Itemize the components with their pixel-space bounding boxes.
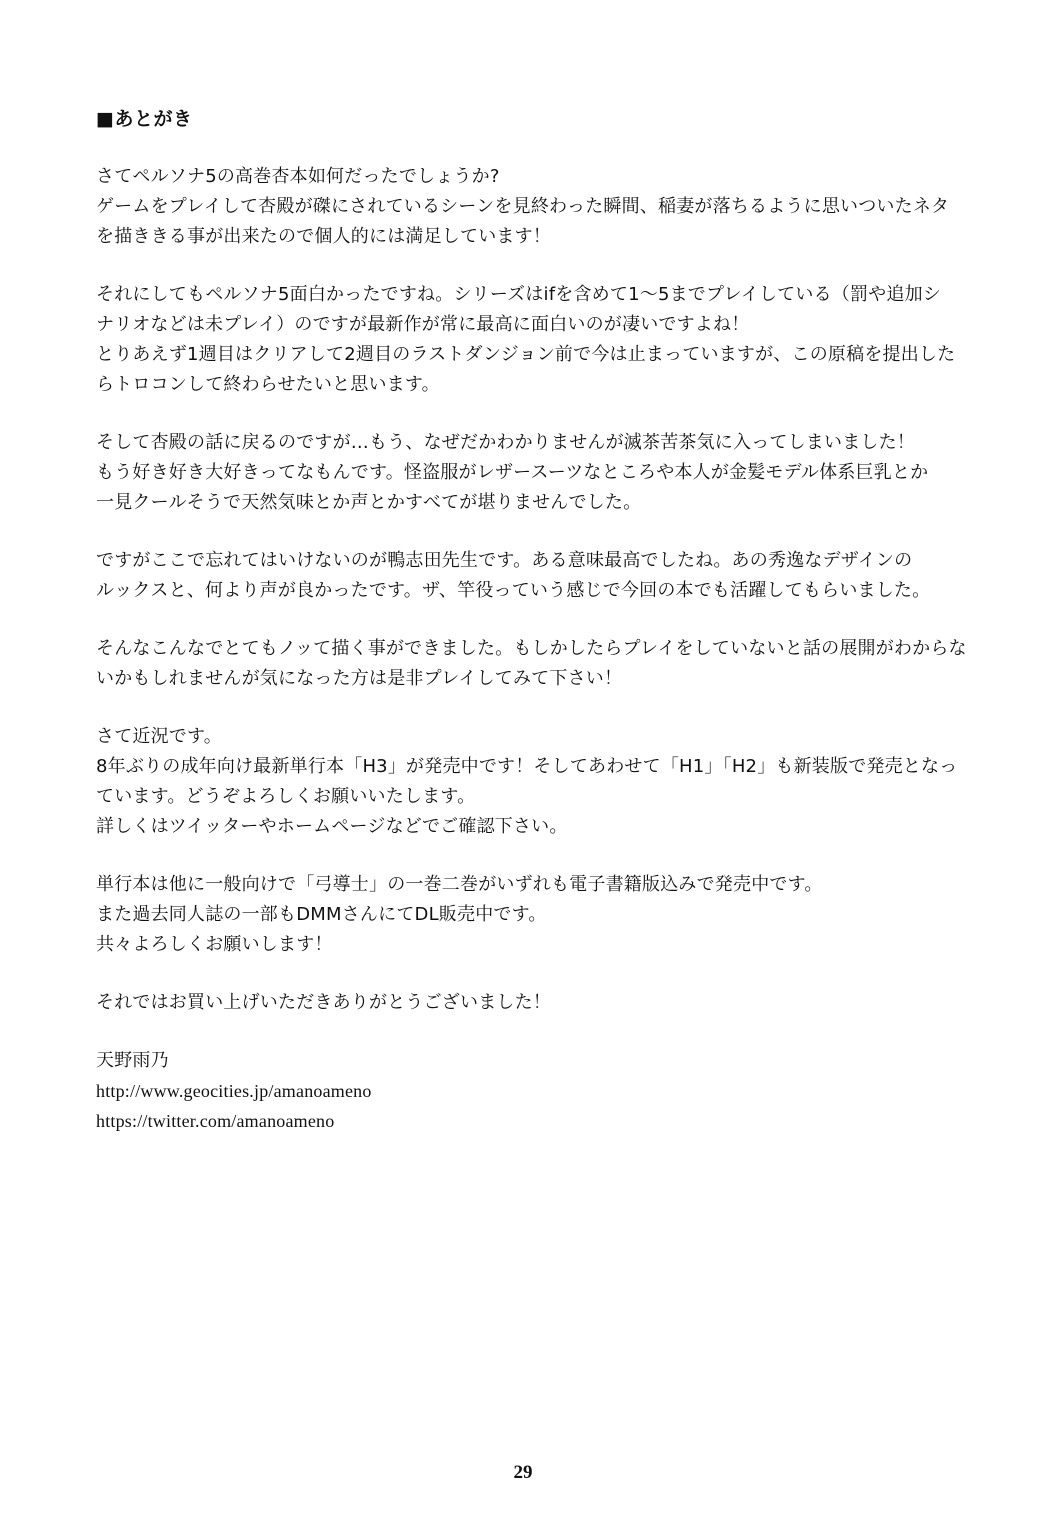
- text-line: 共々よろしくお願いします！: [96, 934, 333, 955]
- paragraph-intro: [96, 162, 996, 252]
- text-line: ゲームをプレイして杏殿が磔にされているシーンを見終わった瞬間、稲妻が落ちるように思いついたネタ: [96, 196, 950, 217]
- text-line: 一見クールそうで天然気味とか声とかすべてが堪りませんでした。: [96, 492, 642, 513]
- paragraph-teacher: [96, 546, 996, 606]
- text-line: もう好き好き大好きってなもんです。怪盗服がレザースーツなところや本人が金髪モデル体系巨乳とか: [96, 462, 929, 483]
- paragraph-news: [96, 722, 996, 842]
- text-line: 8年ぶりの成年向け最新単行本「H3」が発売中です！そしてあわせて「H1」「H2」も新装版で発売となっ: [96, 756, 958, 777]
- text-line: そんなこんなでとてもノッて描く事ができました。もしかしたらプレイをしていないと話の展開がわからな: [96, 638, 967, 659]
- text-line: ナリオなどは未プレイ）のですが最新作が常に最高に面白いのが凄いですよね！: [96, 314, 750, 335]
- text-line: とりあえず1週目はクリアして2週目のラストダンジョン前で今は止まっていますが、この原稿を提出した: [96, 344, 956, 365]
- afterword-heading: ■あとがき: [96, 108, 193, 130]
- twitter-link[interactable]: https://twitter.com/amanoameno: [96, 1111, 335, 1131]
- text-line: それではお買い上げいただきありがとうございました！: [96, 992, 551, 1013]
- text-line: 単行本は他に一般向けで「弓導士」の一巻二巻がいずれも電子書籍版込みで発売中です。: [96, 874, 823, 895]
- paragraph-thanks: [96, 988, 996, 1018]
- text-line: それにしてもペルソナ5面白かったですね。シリーズはifを含めて1〜5までプレイしている（罰や追加シ: [96, 284, 941, 305]
- signature-block: [96, 1046, 996, 1136]
- text-line: ています。どうぞよろしくお願いいたします。: [96, 786, 476, 807]
- text-line: そして杏殿の話に戻るのですが…もう、なぜだかわかりませんが滅茶苦茶気に入ってしまいました！: [96, 432, 915, 453]
- paragraph-series: [96, 280, 996, 400]
- text-line: ですがここで忘れてはいけないのが鴨志田先生です。ある意味最高でしたね。あの秀逸なデザインの: [96, 550, 913, 571]
- text-line: さて近況です。: [96, 726, 222, 747]
- text-line: を描ききる事が出来たので個人的には満足しています！: [96, 226, 551, 247]
- text-line: ルックスと、何より声が良かったです。ザ、竿役っていう感じで今回の本でも活躍してもらいました。: [96, 580, 931, 601]
- page-number: 29: [513, 1462, 533, 1483]
- text-line: さてペルソナ5の高巻杏本如何だったでしょうか?: [96, 166, 500, 187]
- homepage-link[interactable]: http://www.geocities.jp/amanoameno: [96, 1081, 372, 1101]
- paragraph-closing-thoughts: [96, 634, 996, 694]
- paragraph-other-books: [96, 870, 996, 960]
- text-line: また過去同人誌の一部もDMMさんにてDL販売中です。: [96, 904, 547, 925]
- afterword-body: [96, 104, 996, 1136]
- text-line: 詳しくはツイッターやホームページなどでご確認下さい。: [96, 816, 568, 837]
- paragraph-character: [96, 428, 996, 518]
- text-line: らトロコンして終わらせたいと思います。: [96, 374, 440, 395]
- author-name: 天野雨乃: [96, 1050, 169, 1071]
- text-line: いかもしれませんが気になった方は是非プレイしてみて下さい！: [96, 668, 623, 689]
